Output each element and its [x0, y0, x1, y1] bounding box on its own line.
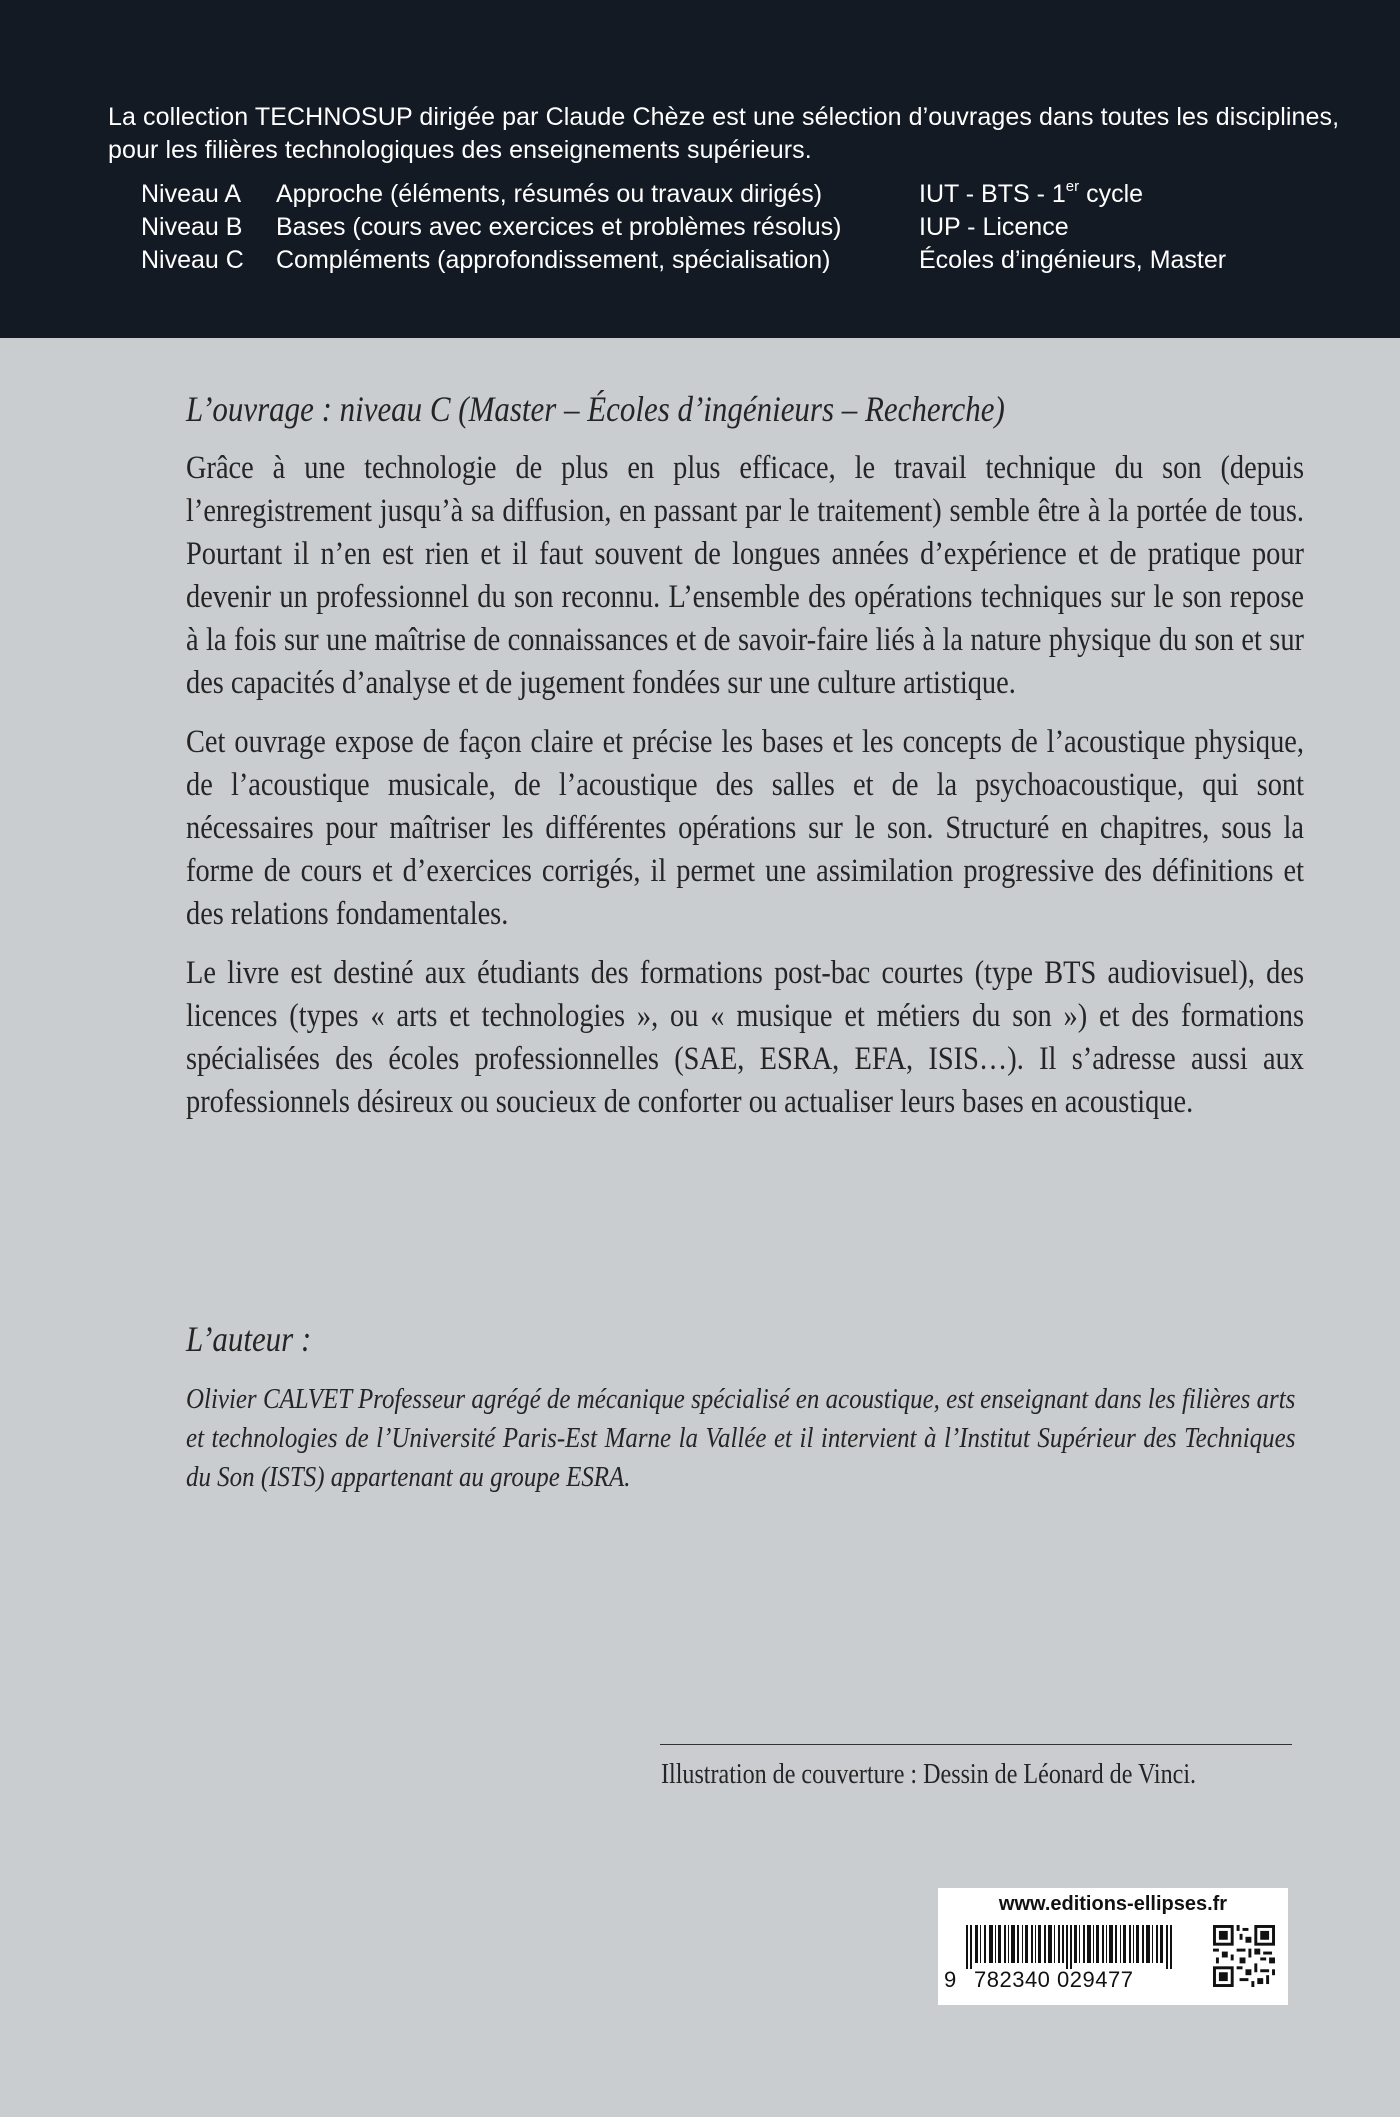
isbn-digits: 782340 029477 [974, 1967, 1134, 1992]
collection-intro: La collection TECHNOSUP dirigée par Claude Chèze est une sélection d’ouvrages dans toutes les disciplines, pour les filières technologiques des enseignements supérieurs. [108, 103, 1340, 164]
cover-credit: Illustration de couverture : Dessin de Léonard de Vinci. [661, 1759, 1197, 1790]
level-target: IUT - BTS - 1er cycle [919, 177, 1144, 208]
isbn-prefix: 9 [944, 1967, 957, 1992]
level-row [141, 211, 1341, 244]
level-name: Niveau C [141, 246, 244, 274]
level-description: Bases (cours avec exercices et problèmes résolus) [276, 213, 842, 241]
paragraph: Le livre est destiné aux étudiants des formations post-bac courtes (type BTS audiovisuel), des licences (types « arts et technologies », ou « musique et métiers du son ») et des formations spécialisées des écoles professionnelles (SAE, ESRA, EFA, ISIS…). Il s’adresse aussi aux professionnels désireux ou soucieux de conforter ou actualiser leurs bases en acoustique. [186, 955, 1304, 1120]
level-row [141, 244, 1341, 277]
level-target: IUP - Licence [919, 213, 1069, 241]
author-bio: Olivier CALVET Professeur agrégé de mécanique spécialisé en acoustique, est enseignant dans les filières arts et technologies de l’Université Paris-Est Marne la Vallée et il intervient à l’Institut Supérieur des Techniques du Son (ISTS) appartenant au groupe ESRA. [186, 1383, 1296, 1493]
qr-code-icon [1213, 1925, 1275, 1987]
collection-band [0, 0, 1400, 338]
level-name: Niveau A [141, 180, 242, 208]
levels-table [141, 178, 1341, 277]
barcode-panel [938, 1888, 1288, 2005]
level-name: Niveau B [141, 213, 243, 241]
paragraph: Cet ouvrage expose de façon claire et précise les bases et les concepts de l’acoustique physique, de l’acoustique musicale, de l’acoustique des salles et de la psychoacoustique, qui sont nécessaires pour maîtriser les différentes opérations sur le son. Structuré en chapitres, sous la forme de cours et d’exercices corrigés, il permet une assimilation progressive des définitions et des relations fondamentales. [186, 724, 1304, 932]
level-description: Compléments (approfondissement, spécialisation) [276, 246, 831, 274]
divider [660, 1744, 1292, 1745]
level-description: Approche (éléments, résumés ou travaux dirigés) [276, 180, 823, 208]
level-target: Écoles d’ingénieurs, Master [919, 246, 1227, 274]
author-heading: L’auteur : [186, 1319, 312, 1359]
level-row [141, 178, 1341, 211]
ouvrage-body [186, 447, 1304, 1140]
barcode-icon [966, 1925, 1181, 1969]
publisher-url[interactable]: www.editions-ellipses.fr [998, 1893, 1228, 1915]
ouvrage-heading: L’ouvrage : niveau C (Master – Écoles d’ingénieurs – Recherche) [186, 389, 1005, 429]
paragraph: Grâce à une technologie de plus en plus efficace, le travail technique du son (depuis l’enregistrement jusqu’à sa diffusion, en passant par le traitement) semble être à la portée de tous. Pourtant il n’en est rien et il faut souvent de longues années d’expérience et de pratique pour devenir un professionnel du son reconnu. L’ensemble des opérations techniques sur le son repose à la fois sur une maîtrise de connaissances et de savoir-faire liés à la nature physique du son et sur des capacités d’analyse et de jugement fondées sur une culture artistique. [186, 450, 1304, 701]
